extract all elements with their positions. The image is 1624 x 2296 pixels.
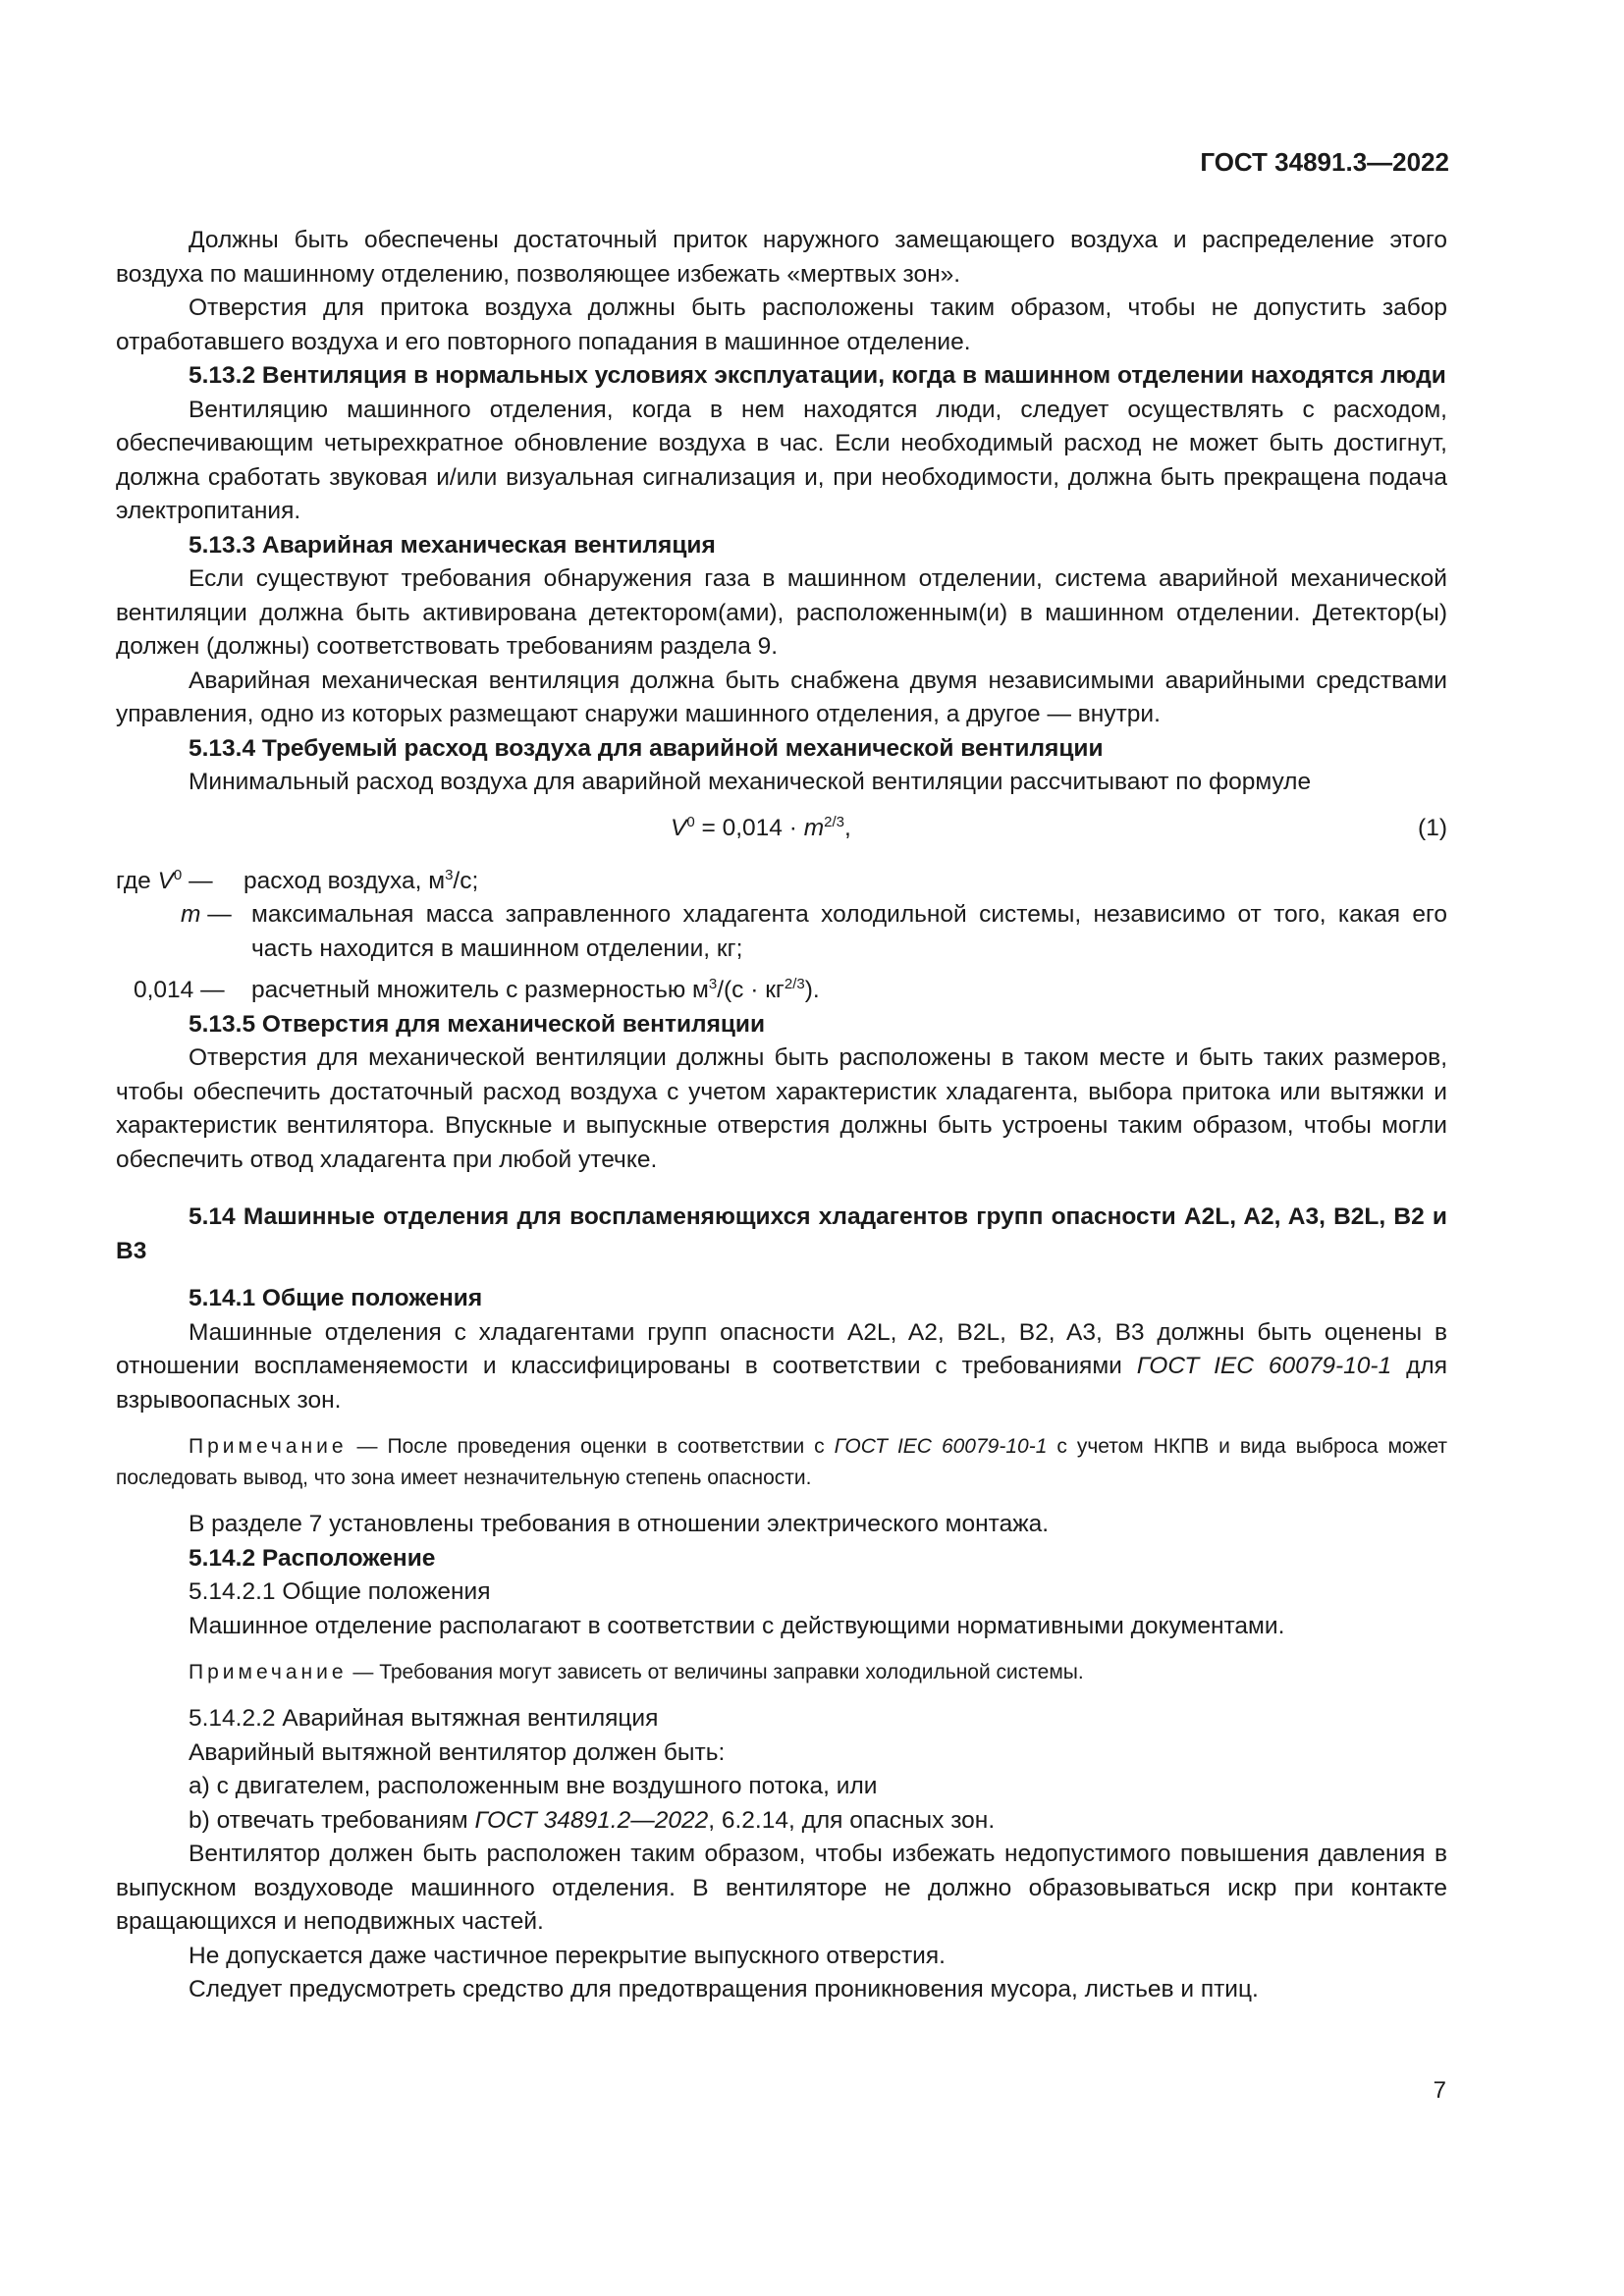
paragraph: Не допускается даже частичное перекрытие выпускного отверстия. [189, 1942, 946, 1969]
formula-definitions [116, 865, 1447, 1008]
paragraph: Следует предусмотреть средство для предотвращения проникновения мусора, листьев и птиц. [189, 1976, 1259, 2002]
definition-text: максимальная масса заправленного хладагента холодильной системы, независимо от того, какая его часть находится в машинном отделении, кг; [251, 901, 1447, 962]
section-heading-5-13-4: 5.13.4 Требуемый расход воздуха для аварийной механической вентиляции [189, 734, 1104, 762]
subsection-heading-5-14-2-1: 5.14.2.1 Общие положения [189, 1578, 491, 1605]
paragraph: Вентиляцию машинного отделения, когда в нем находятся люди, следует осуществлять с расходом, обеспечивающим четырехкратное обновление воздуха в час. Если необходимый расход не может быть достигнут, должна сработать звуковая и/или визуальная сигнализация и, при необходимости, должна быть прекращена подача электропитания. [116, 396, 1447, 524]
page-body [116, 224, 1447, 2007]
paragraph: Машинное отделение располагают в соответствии с действующими нормативными документами. [189, 1612, 1285, 1639]
definition-text: расчетный множитель с размерностью $м^3/(с \cdot кг^{2/3})$. [251, 976, 820, 1003]
formula-1 [116, 800, 1447, 859]
definition-item [116, 974, 1447, 1008]
paragraph: Отверстия для притока воздуха должны быть расположены таким образом, чтобы не допустить забор отработавшего воздуха и его повторного попадания в машинное отделение. [116, 294, 1447, 355]
section-heading-5-13-3: 5.13.3 Аварийная механическая вентиляция [189, 531, 716, 559]
definition-term: где $V^0$ — [116, 866, 213, 894]
definition-text: расход воздуха, $м^3/с$; [244, 866, 479, 894]
definition-term: m — [181, 901, 232, 928]
paragraph: Аварийная механическая вентиляция должна быть снабжена двумя независимыми аварийными средствами управления, одно из которых размещают снаружи машинного отделения, а другое — внутри. [116, 667, 1447, 727]
section-heading-5-14: 5.14 Машинные отделения для воспламеняющихся хладагентов групп опасности A2L, A2, A3, B2L, B2 и B3 [116, 1203, 1447, 1264]
note: Примечание — После проведения оценки в соответствии с ГОСТ IEC 60079-10-1 с учетом НКПВ и вида выброса может последовать вывод, что зона имеет незначительную степень опасности. [116, 1435, 1447, 1489]
section-heading-5-13-2: 5.13.2 Вентиляция в нормальных условиях эксплуатации, когда в машинном отделении находятся люди [189, 362, 1446, 389]
list-item: b) отвечать требованиям ГОСТ 34891.2—2022, 6.2.14, для опасных зон. [189, 1806, 996, 1834]
paragraph: Минимальный расход воздуха для аварийной механической вентиляции рассчитывают по формуле [189, 769, 1312, 795]
section-heading-5-14-1: 5.14.1 Общие положения [189, 1285, 483, 1311]
section-heading-5-13-5: 5.13.5 Отверстия для механической вентиляции [189, 1010, 766, 1038]
definition-term: 0,014 — [134, 977, 225, 1003]
paragraph: Вентилятор должен быть расположен таким образом, чтобы избежать недопустимого повышения давления в выпускном воздуховоде машинного отделения. В вентиляторе не должно образовываться искр при контакте вращающихся и неподвижных частей. [116, 1841, 1447, 1935]
definition-item [116, 865, 1447, 899]
note: Примечание — Требования могут зависеть от величины заправки холодильной системы. [189, 1661, 1084, 1683]
paragraph: В разделе 7 установлены требования в отношении электрического монтажа. [189, 1511, 1050, 1537]
document-code: ГОСТ 34891.3—2022 [1200, 147, 1449, 177]
section-heading-5-14-2: 5.14.2 Расположение [189, 1544, 436, 1572]
paragraph: Должны быть обеспечены достаточный приток наружного замещающего воздуха и распределение этого воздуха по машинному отделению, позволяющее избежать «мертвых зон». [116, 227, 1447, 288]
formula-number: (1) [1418, 814, 1447, 841]
paragraph: Если существуют требования обнаружения газа в машинном отделении, система аварийной механической вентиляции должна быть активирована детектором(ами), расположенным(и) в машинном отделении. Детектор(ы) должен (должны) соответствовать требованиям раздела 9. [116, 565, 1447, 660]
list-item: a) с двигателем, расположенным вне воздушного потока, или [189, 1773, 878, 1799]
paragraph: Аварийный вытяжной вентилятор должен быть: [189, 1738, 726, 1766]
paragraph: Отверстия для механической вентиляции должны быть расположены в таком месте и быть таких размеров, чтобы обеспечить достаточный расход воздуха с учетом характеристик хладагента, выбора притока или вытяжки и характеристик вентилятора. Впускные и выпускные отверстия должны быть устроены таким образом, чтобы могли обеспечить отвод хладагента при любой утечке. [116, 1044, 1447, 1173]
paragraph: Машинные отделения с хладагентами групп опасности A2L, A2, B2L, B2, A3, B3 должны быть оценены в отношении воспламеняемости и классифицированы в соответствии с требованиями ГОСТ IEC 60079-10-1 для взрывоопасных зон. [116, 1318, 1447, 1414]
page-number: 7 [1433, 2077, 1446, 2104]
definition-item [116, 898, 1447, 966]
subsection-heading-5-14-2-2: 5.14.2.2 Аварийная вытяжная вентиляция [189, 1705, 659, 1732]
formula-expression: $V^0 = 0,014 \cdot m^{2/3}$, [671, 813, 851, 841]
